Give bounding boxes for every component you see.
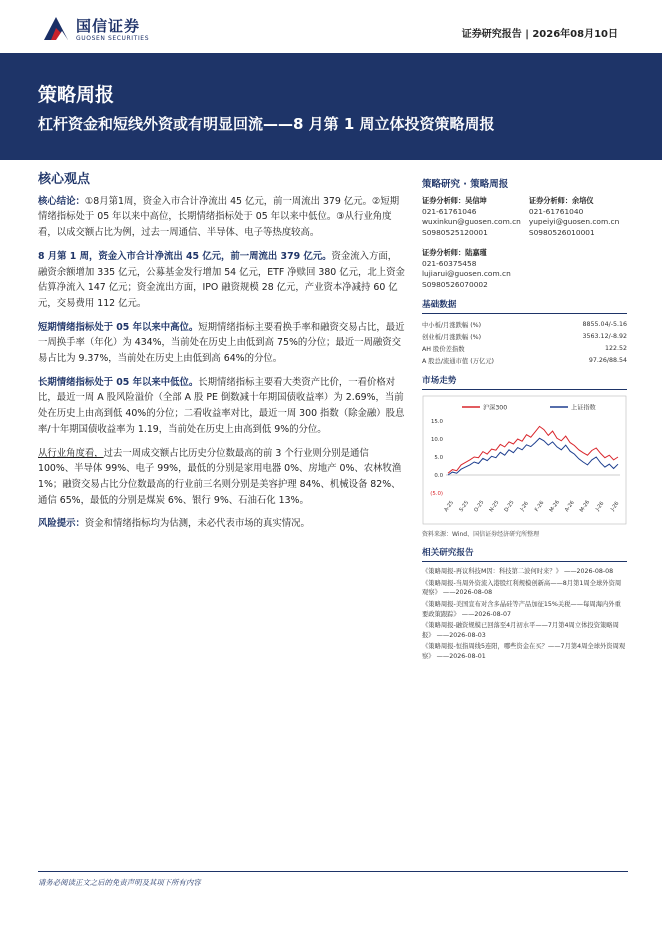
row-value: 3563.12/-8.92 [582,333,627,341]
table-row [422,343,627,355]
analyst-cert: S0980525120001 [422,227,488,237]
y-tick-label: 0.0 [434,473,443,480]
related-report-link[interactable]: 《策略周报-美国宣布对含多晶硅等产品加征15%关税——每周海内外重要政策跟踪》 ——2026-08-07 [422,600,621,618]
brand-name-en: GUOSEN SECURITIES [76,35,150,42]
report-type-date: 证券研究报告 | 2026年08月10日 [461,29,618,40]
analyst-email[interactable]: lujiarui@guosen.com.cn [422,269,511,278]
page-header [0,0,662,52]
risk-body: 资金和情绪指标均为估测，未必代表市场的真实情况。 [84,518,310,530]
y-tick-label: 10.0 [430,437,443,444]
footer-divider [38,871,628,872]
table-row [422,331,627,343]
row-label: AH 股价差指数 [422,345,465,353]
x-tick-label: J-26 [594,500,606,513]
market-trend-svg [422,395,627,525]
analyst-phone: 021-61761046 [422,206,477,216]
core-conclusion-body: ①8月第1周，资金入市合计净流出 45 亿元，前一周流出 379 亿元。②短期情绪指标处于 05 年以来中高位，长期情绪指标处于 05 年以来中低位。③从行业角度看，以成交额占比为例，过去一周通信、半导体、电子等热度较高。 [38,195,400,239]
chart-source: 资料来源：Wind、国信证券经济研究所整理 [422,531,540,539]
industry-body: 过去一周成交额占比历史分位数最高的前 3 个行业则分别是通信 100%、半导体 99%、电子 99%，最低的分别是家用电器 0%、房地产 0%、农林牧渔 1%；融资交易占比分位数最高的行业前三名则分别是美容护理 84%、机械设备 82%、通信 65%，最低的分别是煤炭 6%、银行 9%、石油石化 13%。 [38,447,402,506]
related-report-link[interactable]: 《策略周报-融资规模已回落至4月初水平——7月第4周立体投资策略周报》 ——2026-08-03 [422,622,619,639]
core-conclusion-paragraph [38,194,406,241]
basic-data-table [422,319,627,366]
x-tick-label: M-26 [578,499,592,514]
analyst-name: 证券分析师：陆嘉瑾 [422,248,487,257]
related-reports-list [422,567,627,661]
industry-paragraph [38,446,406,509]
analyst-card [422,248,521,290]
analyst-phone: 021-61761040 [528,206,584,216]
y-tick-label: 15.0 [430,419,443,426]
table-row [422,319,627,331]
analyst-name: 证券分析师：余培仪 [528,196,594,205]
x-tick-label: M-26 [548,499,561,514]
market-trend-heading: 市场走势 [422,374,627,390]
long-term-body: 长期情绪指标主要看大类资产比价，一看价格对比，最近一周 A 股风险溢价（全部 A 股 PE 倒数减十年期国债收益率）为 2.69%，当前处在历史上由高到低 40%的分位；二看收益率对比，最近一周 300 指数（除金融）股息率/十年期国债收益率为 1.19，当前处在历史上由高到低 9%的分位。 [38,376,405,435]
short-term-lead: 短期情绪指标处于 05 年以来中高位。 [38,321,199,333]
core-views [38,172,406,540]
short-term-sentiment-paragraph [38,320,406,367]
related-report-link[interactable]: 《策略周报-恒指周线5连阳，哪些资金在买？——7月第4周全球外资周观察》 ——2026-08-01 [422,643,626,660]
fund-flow-body: 资金流入方面，融资余额增加 335 亿元，公募基金发行增加 54 亿元，ETF 净赎回 380 亿元，北上资金估算净流入 147 亿元；资金流出方面，IPO 融资规模 28 亿元，产业资本净减持 60 亿元，交易费用 112 亿元。 [38,250,405,309]
analyst-list [422,196,627,290]
fund-flow-paragraph [38,249,406,312]
analyst-email[interactable]: yupeiyi@guosen.com.cn [528,217,620,226]
disclaimer-footer: 请务必阅读正文之后的免责声明及其项下所有内容 [38,878,201,887]
analyst-name: 证券分析师：吴信坤 [422,196,487,205]
row-value: 97.26/88.54 [588,356,627,364]
long-term-sentiment-paragraph [38,375,406,438]
report-series-title: 策略周报 [38,84,115,106]
risk-lead: 风险提示： [38,518,85,530]
row-label: A 股总/流通市值 (万亿元) [422,357,495,365]
x-tick-label: F-26 [533,500,546,513]
analyst-cert: S0980526010001 [528,227,595,237]
related-reports-heading: 相关研究报告 [422,546,627,562]
x-tick-label: A-25 [443,499,456,514]
brand-name: 国信证券 [76,17,141,35]
legend-label: 上证指数 [571,404,596,412]
analyst-email[interactable]: wuxinkun@guosen.com.cn [422,217,521,226]
short-term-body: 短期情绪指标主要看换手率和融资交易占比，最近一周换手率（年化）为 434%，当前处在历史上由低到高 75%的分位；最近一周融资交易占比为 9.37%，当前处在历史上由低到高 64%的分位。 [38,321,405,365]
long-term-lead: 长期情绪指标处于 05 年以来中低位。 [38,376,199,388]
core-views-heading: 核心观点 [38,172,91,187]
x-tick-label: N-25 [488,499,501,514]
market-trend-chart [422,395,627,525]
related-report-link[interactable]: 《策略周报-当周外资流入港股红利规模创新高——8月第1周全球外资周观察》 ——2026-08-08 [422,579,622,597]
x-tick-label: J-26 [609,500,621,513]
analyst-cert: S0980526070002 [422,279,488,289]
series-line [448,438,618,475]
x-tick-label: A-26 [564,499,576,514]
y-tick-label: (5.0) [430,491,443,498]
guosen-logo-icon [42,14,70,42]
row-label: 中小板/月涨跌幅 (%) [422,322,482,330]
row-value: 122.52 [604,344,627,352]
sidebar-section-title: 策略研究 · 策略周报 [422,179,509,190]
industry-lead: 从行业角度看， [38,447,104,459]
analyst-phone: 021-60375458 [422,258,477,268]
analyst-card [422,196,521,238]
fund-flow-lead: 8 月第 1 周，资金入市合计净流出 45 亿元，前一周流出 379 亿元。 [38,250,332,262]
table-row [422,354,627,366]
series-line [448,427,618,474]
report-title: 杠杆资金和短线外资或有明显回流——8 月第 1 周立体投资策略周报 [38,115,495,133]
related-report-link[interactable]: 《策略周报-再议科技M因：科技第二波何时来？》 ——2026-08-08 [422,568,614,576]
row-label: 创业板/月涨跌幅 (%) [422,334,482,342]
row-value: 8855.04/-5.16 [582,321,627,329]
legend-label: 沪深300 [483,404,508,412]
x-tick-label: J-26 [519,500,530,513]
core-conclusion-lead: 核心结论： [38,195,85,207]
x-tick-label: O-25 [473,499,486,514]
basic-data-heading: 基础数据 [422,298,627,314]
x-tick-label: S-25 [458,500,471,514]
analyst-card [529,196,627,238]
sidebar [422,176,627,663]
y-tick-label: 5.0 [434,455,443,462]
x-tick-label: D-25 [503,499,516,514]
risk-paragraph [38,516,406,532]
